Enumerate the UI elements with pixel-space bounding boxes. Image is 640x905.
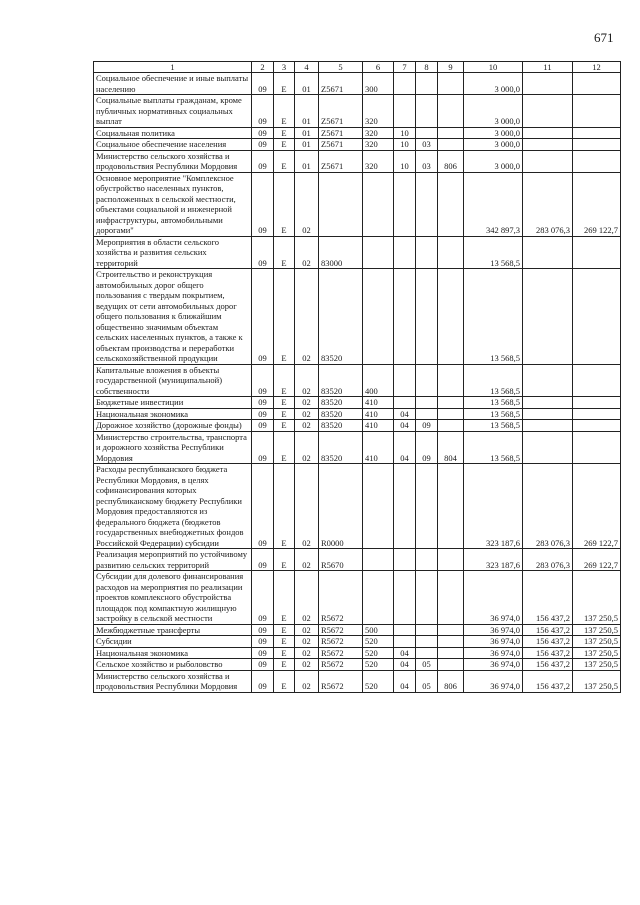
subsection-code: [416, 73, 438, 95]
amount-col-12: 137 250,5: [573, 624, 621, 636]
table-row: [94, 549, 621, 571]
amount-col-12: [573, 431, 621, 464]
subsection-code: [416, 269, 438, 365]
expense-type-code: 410: [363, 420, 394, 432]
ministry-code: [438, 624, 464, 636]
subprogram-code: 02: [295, 659, 319, 671]
section-code: [394, 269, 416, 365]
amount-col-10: 3 000,0: [464, 139, 523, 151]
row-name: Министерство сельского хозяйства и продовольствия Республики Мордовия: [94, 670, 252, 692]
column-header-6: 6: [363, 62, 394, 73]
table-row: [94, 647, 621, 659]
target-code: R5672: [319, 647, 363, 659]
table-row: [94, 150, 621, 172]
row-name: Сельское хозяйство и рыболовство: [94, 659, 252, 671]
target-code: 83520: [319, 420, 363, 432]
row-name: Межбюджетные трансферты: [94, 624, 252, 636]
row-name: Строительство и реконструкция автомобильных дорог общего пользования с твердым покрытием, ведущих от сети автомобильных дорог общего пользования к ближайшим общественно значимым объектам сельских населенных пунктов, а также к объектам производства и переработки сельскохозяйственной продукции: [94, 269, 252, 365]
amount-col-12: [573, 95, 621, 128]
expense-type-code: 500: [363, 624, 394, 636]
amount-col-12: 269 122,7: [573, 549, 621, 571]
amount-col-11: [523, 150, 573, 172]
amount-col-11: [523, 73, 573, 95]
amount-col-12: [573, 127, 621, 139]
page-number: 671: [594, 30, 614, 45]
subsection-code: [416, 549, 438, 571]
budget-table: [93, 61, 621, 693]
target-code: R5672: [319, 571, 363, 625]
target-code: 83520: [319, 397, 363, 409]
amount-col-11: 156 437,2: [523, 659, 573, 671]
amount-col-10: 36 974,0: [464, 571, 523, 625]
amount-col-10: 323 187,6: [464, 464, 523, 549]
header-row: [94, 62, 621, 73]
amount-col-11: 283 076,3: [523, 172, 573, 236]
expense-type-code: [363, 269, 394, 365]
subsection-code: [416, 397, 438, 409]
admin-code: 09: [252, 420, 274, 432]
admin-code: 09: [252, 127, 274, 139]
program-code: Е: [274, 269, 295, 365]
row-name: Министерство сельского хозяйства и продовольствия Республики Мордовия: [94, 150, 252, 172]
subprogram-code: 02: [295, 624, 319, 636]
ministry-code: [438, 127, 464, 139]
amount-col-11: [523, 236, 573, 269]
subprogram-code: 02: [295, 408, 319, 420]
subprogram-code: 01: [295, 95, 319, 128]
expense-type-code: [363, 549, 394, 571]
subsection-code: 05: [416, 659, 438, 671]
expense-type-code: 410: [363, 408, 394, 420]
table-row: [94, 95, 621, 128]
amount-col-12: 137 250,5: [573, 571, 621, 625]
row-name: Капитальные вложения в объекты государственной (муниципальной) собственности: [94, 364, 252, 397]
ministry-code: [438, 408, 464, 420]
table-row: [94, 127, 621, 139]
target-code: R0000: [319, 464, 363, 549]
admin-code: 09: [252, 431, 274, 464]
admin-code: 09: [252, 150, 274, 172]
expense-type-code: 520: [363, 647, 394, 659]
table-row: [94, 139, 621, 151]
amount-col-10: 13 568,5: [464, 420, 523, 432]
subprogram-code: 02: [295, 236, 319, 269]
amount-col-12: [573, 420, 621, 432]
admin-code: 09: [252, 624, 274, 636]
subprogram-code: 02: [295, 397, 319, 409]
ministry-code: [438, 95, 464, 128]
row-name: Национальная экономика: [94, 408, 252, 420]
amount-col-11: 283 076,3: [523, 464, 573, 549]
program-code: Е: [274, 139, 295, 151]
target-code: Z5671: [319, 73, 363, 95]
amount-col-10: 13 568,5: [464, 408, 523, 420]
subsection-code: [416, 636, 438, 648]
ministry-code: 804: [438, 431, 464, 464]
amount-col-12: 137 250,5: [573, 636, 621, 648]
subprogram-code: 01: [295, 127, 319, 139]
target-code: R5672: [319, 670, 363, 692]
table-row: [94, 670, 621, 692]
column-header-2: 2: [252, 62, 274, 73]
program-code: Е: [274, 73, 295, 95]
amount-col-10: 36 974,0: [464, 647, 523, 659]
table-row: [94, 408, 621, 420]
amount-col-11: [523, 127, 573, 139]
subsection-code: [416, 464, 438, 549]
admin-code: 09: [252, 95, 274, 128]
subprogram-code: 02: [295, 172, 319, 236]
section-code: [394, 624, 416, 636]
target-code: 83520: [319, 431, 363, 464]
amount-col-11: [523, 397, 573, 409]
amount-col-10: 13 568,5: [464, 236, 523, 269]
expense-type-code: [363, 464, 394, 549]
row-name: Социальное обеспечение населения: [94, 139, 252, 151]
amount-col-11: 156 437,2: [523, 624, 573, 636]
section-code: 04: [394, 647, 416, 659]
amount-col-12: [573, 139, 621, 151]
section-code: [394, 397, 416, 409]
table-row: [94, 464, 621, 549]
program-code: Е: [274, 408, 295, 420]
amount-col-11: 156 437,2: [523, 571, 573, 625]
amount-col-10: 3 000,0: [464, 127, 523, 139]
subprogram-code: 02: [295, 571, 319, 625]
ministry-code: [438, 420, 464, 432]
amount-col-11: [523, 431, 573, 464]
section-code: [394, 172, 416, 236]
ministry-code: [438, 636, 464, 648]
expense-type-code: 520: [363, 636, 394, 648]
subsection-code: 05: [416, 670, 438, 692]
section-code: [394, 571, 416, 625]
column-header-8: 8: [416, 62, 438, 73]
row-name: Национальная экономика: [94, 647, 252, 659]
amount-col-11: [523, 364, 573, 397]
amount-col-11: [523, 269, 573, 365]
target-code: Z5671: [319, 139, 363, 151]
row-name: Социальное обеспечение и иные выплаты населению: [94, 73, 252, 95]
amount-col-12: [573, 269, 621, 365]
section-code: 04: [394, 408, 416, 420]
column-header-7: 7: [394, 62, 416, 73]
column-header-11: 11: [523, 62, 573, 73]
subsection-code: 03: [416, 139, 438, 151]
amount-col-10: 323 187,6: [464, 549, 523, 571]
ministry-code: [438, 659, 464, 671]
subprogram-code: 02: [295, 431, 319, 464]
program-code: Е: [274, 670, 295, 692]
section-code: [394, 464, 416, 549]
subsection-code: [416, 408, 438, 420]
amount-col-11: [523, 95, 573, 128]
ministry-code: [438, 647, 464, 659]
section-code: [394, 73, 416, 95]
section-code: 10: [394, 127, 416, 139]
admin-code: 09: [252, 464, 274, 549]
section-code: 10: [394, 139, 416, 151]
row-name: Субсидии для долевого финансирования расходов на мероприятия по реализации проектов комплексного обустройства площадок под компактную жилищную застройку в сельской местности: [94, 571, 252, 625]
expense-type-code: 300: [363, 73, 394, 95]
expense-type-code: 410: [363, 397, 394, 409]
row-name: Министерство строительства, транспорта и дорожного хозяйства Республики Мордовия: [94, 431, 252, 464]
admin-code: 09: [252, 73, 274, 95]
subsection-code: [416, 95, 438, 128]
expense-type-code: 410: [363, 431, 394, 464]
program-code: Е: [274, 571, 295, 625]
column-header-1: 1: [94, 62, 252, 73]
admin-code: 09: [252, 647, 274, 659]
amount-col-10: 3 000,0: [464, 150, 523, 172]
admin-code: 09: [252, 172, 274, 236]
column-header-4: 4: [295, 62, 319, 73]
expense-type-code: 520: [363, 659, 394, 671]
ministry-code: [438, 397, 464, 409]
amount-col-12: 137 250,5: [573, 647, 621, 659]
expense-type-code: [363, 172, 394, 236]
subprogram-code: 02: [295, 549, 319, 571]
admin-code: 09: [252, 636, 274, 648]
subsection-code: [416, 624, 438, 636]
subsection-code: 09: [416, 420, 438, 432]
subprogram-code: 01: [295, 150, 319, 172]
subprogram-code: 01: [295, 139, 319, 151]
ministry-code: [438, 364, 464, 397]
row-name: Дорожное хозяйство (дорожные фонды): [94, 420, 252, 432]
subprogram-code: 02: [295, 670, 319, 692]
row-name: Бюджетные инвестиции: [94, 397, 252, 409]
ministry-code: [438, 139, 464, 151]
admin-code: 09: [252, 549, 274, 571]
table-row: [94, 269, 621, 365]
amount-col-10: 13 568,5: [464, 397, 523, 409]
admin-code: 09: [252, 236, 274, 269]
table-header: [94, 62, 621, 73]
row-name: Основное мероприятие "Комплексное обустройство населенных пунктов, расположенных в сельской местности, объектами социальной и инженерной инфраструктуры, автомобильными дорогами": [94, 172, 252, 236]
amount-col-12: [573, 397, 621, 409]
amount-col-11: 156 437,2: [523, 647, 573, 659]
table-row: [94, 624, 621, 636]
target-code: R5672: [319, 659, 363, 671]
amount-col-10: 36 974,0: [464, 636, 523, 648]
table-row: [94, 420, 621, 432]
amount-col-10: 3 000,0: [464, 73, 523, 95]
expense-type-code: 400: [363, 364, 394, 397]
amount-col-10: 13 568,5: [464, 431, 523, 464]
amount-col-10: 13 568,5: [464, 364, 523, 397]
section-code: [394, 95, 416, 128]
section-code: [394, 636, 416, 648]
amount-col-12: 269 122,7: [573, 172, 621, 236]
amount-col-11: [523, 420, 573, 432]
ministry-code: 806: [438, 670, 464, 692]
subsection-code: [416, 236, 438, 269]
admin-code: 09: [252, 670, 274, 692]
ministry-code: [438, 464, 464, 549]
target-code: Z5671: [319, 95, 363, 128]
amount-col-11: [523, 139, 573, 151]
row-name: Мероприятия в области сельского хозяйства и развития сельских территорий: [94, 236, 252, 269]
subsection-code: [416, 647, 438, 659]
target-code: R5670: [319, 549, 363, 571]
amount-col-11: 156 437,2: [523, 670, 573, 692]
ministry-code: [438, 172, 464, 236]
amount-col-11: 156 437,2: [523, 636, 573, 648]
target-code: 83000: [319, 236, 363, 269]
subprogram-code: 02: [295, 364, 319, 397]
amount-col-11: 283 076,3: [523, 549, 573, 571]
amount-col-12: [573, 236, 621, 269]
subprogram-code: 02: [295, 420, 319, 432]
expense-type-code: 320: [363, 127, 394, 139]
row-name: Социальные выплаты гражданам, кроме публичных нормативных социальных выплат: [94, 95, 252, 128]
program-code: Е: [274, 397, 295, 409]
table-body: [94, 73, 621, 693]
table-row: [94, 364, 621, 397]
amount-col-12: [573, 408, 621, 420]
target-code: 83520: [319, 364, 363, 397]
amount-col-12: 137 250,5: [573, 670, 621, 692]
target-code: Z5671: [319, 127, 363, 139]
admin-code: 09: [252, 397, 274, 409]
expense-type-code: 320: [363, 150, 394, 172]
table-row: [94, 571, 621, 625]
program-code: Е: [274, 172, 295, 236]
section-code: 04: [394, 659, 416, 671]
target-code: 83520: [319, 269, 363, 365]
program-code: Е: [274, 431, 295, 464]
admin-code: 09: [252, 408, 274, 420]
program-code: Е: [274, 659, 295, 671]
row-name: Субсидии: [94, 636, 252, 648]
program-code: Е: [274, 636, 295, 648]
subsection-code: [416, 172, 438, 236]
table-row: [94, 172, 621, 236]
ministry-code: 806: [438, 150, 464, 172]
target-code: 83520: [319, 408, 363, 420]
subsection-code: [416, 127, 438, 139]
amount-col-12: [573, 150, 621, 172]
column-header-12: 12: [573, 62, 621, 73]
admin-code: 09: [252, 571, 274, 625]
column-header-10: 10: [464, 62, 523, 73]
table-row: [94, 73, 621, 95]
subprogram-code: 02: [295, 636, 319, 648]
ministry-code: [438, 236, 464, 269]
amount-col-12: 269 122,7: [573, 464, 621, 549]
amount-col-11: [523, 408, 573, 420]
amount-col-10: 3 000,0: [464, 95, 523, 128]
amount-col-12: [573, 73, 621, 95]
expense-type-code: 320: [363, 139, 394, 151]
column-header-5: 5: [319, 62, 363, 73]
program-code: Е: [274, 95, 295, 128]
section-code: 04: [394, 670, 416, 692]
section-code: 10: [394, 150, 416, 172]
program-code: Е: [274, 127, 295, 139]
table-row: [94, 397, 621, 409]
admin-code: 09: [252, 659, 274, 671]
expense-type-code: [363, 571, 394, 625]
program-code: Е: [274, 549, 295, 571]
subprogram-code: 02: [295, 647, 319, 659]
ministry-code: [438, 571, 464, 625]
amount-col-10: 36 974,0: [464, 659, 523, 671]
ministry-code: [438, 549, 464, 571]
expense-type-code: 520: [363, 670, 394, 692]
row-name: Реализация мероприятий по устойчивому развитию сельских территорий: [94, 549, 252, 571]
target-code: R5672: [319, 636, 363, 648]
column-header-3: 3: [274, 62, 295, 73]
admin-code: 09: [252, 139, 274, 151]
program-code: Е: [274, 236, 295, 269]
target-code: R5672: [319, 624, 363, 636]
program-code: Е: [274, 150, 295, 172]
table-row: [94, 431, 621, 464]
subprogram-code: 02: [295, 269, 319, 365]
subprogram-code: 02: [295, 464, 319, 549]
ministry-code: [438, 269, 464, 365]
ministry-code: [438, 73, 464, 95]
program-code: Е: [274, 464, 295, 549]
amount-col-12: 137 250,5: [573, 659, 621, 671]
section-code: 04: [394, 431, 416, 464]
amount-col-10: 342 897,3: [464, 172, 523, 236]
row-name: Расходы республиканского бюджета Республики Мордовия, в целях софинансирования которых республиканскому бюджету Республики Мордовия предоставляются из федерального бюджета (бюджетов государственных внебюджетных фондов Российской Федерации) субсидии: [94, 464, 252, 549]
amount-col-12: [573, 364, 621, 397]
section-code: [394, 364, 416, 397]
subsection-code: [416, 364, 438, 397]
expense-type-code: 320: [363, 95, 394, 128]
section-code: [394, 549, 416, 571]
target-code: Z5671: [319, 150, 363, 172]
subprogram-code: 01: [295, 73, 319, 95]
program-code: Е: [274, 624, 295, 636]
program-code: Е: [274, 420, 295, 432]
admin-code: 09: [252, 269, 274, 365]
program-code: Е: [274, 647, 295, 659]
subsection-code: 03: [416, 150, 438, 172]
table-row: [94, 659, 621, 671]
subsection-code: [416, 571, 438, 625]
section-code: [394, 236, 416, 269]
target-code: [319, 172, 363, 236]
amount-col-10: 36 974,0: [464, 670, 523, 692]
amount-col-10: 36 974,0: [464, 624, 523, 636]
admin-code: 09: [252, 364, 274, 397]
row-name: Социальная политика: [94, 127, 252, 139]
program-code: Е: [274, 364, 295, 397]
column-header-9: 9: [438, 62, 464, 73]
section-code: 04: [394, 420, 416, 432]
subsection-code: 09: [416, 431, 438, 464]
table-row: [94, 636, 621, 648]
table-row: [94, 236, 621, 269]
expense-type-code: [363, 236, 394, 269]
amount-col-10: 13 568,5: [464, 269, 523, 365]
